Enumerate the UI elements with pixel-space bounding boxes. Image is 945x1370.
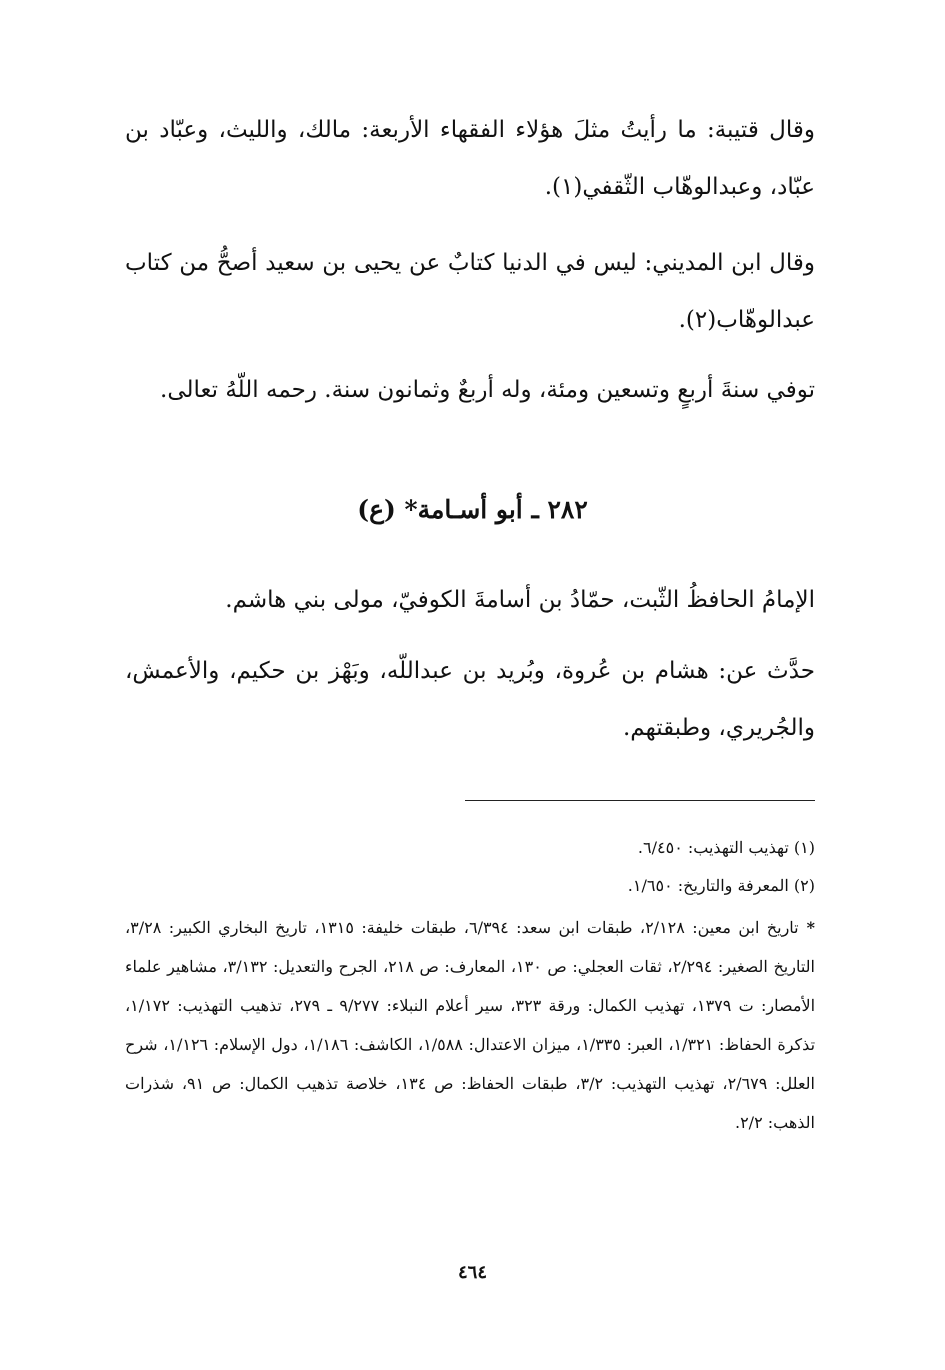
asterisk-marker: * — [806, 918, 816, 937]
sources-footnote — [125, 908, 815, 1142]
footnote-separator — [465, 800, 815, 801]
paragraph-biography-intro: الإمامُ الحافظُ الثّبت، حمّادُ بن أسامةَ الكوفيّ، مولى بني هاشم. — [225, 587, 815, 613]
footnote-1: (١) تهذيب التهذيب: ٦/٤٥٠. — [637, 838, 815, 857]
paragraph-qutayba-quote: وقال قتيبة: ما رأيتُ مثلَ هؤلاء الفقهاء الأربعة: مالك، والليث، وعبّاد بن عبّاد، وعبدالوهّاب الثّقفي(١). — [125, 117, 815, 200]
sources-text: تاريخ ابن معين: ٢/١٢٨، طبقات ابن سعد: ٦/٣٩٤، طبقات خليفة: ١٣١٥، تاريخ البخاري الكبير: ٣/٢٨، التاريخ الصغير: ٢/٢٩٤، ثقات العجلي: ص ١٣٠، المعارف: ص ٢١٨، الجرح والتعديل: ٣/١٣٢، مشاهير علماء الأمصار: ت ١٣٧٩، تهذيب الكمال: ورقة ٣٢٣، سير أعلام النبلاء: ٩/٢٧٧ ـ ٢٧٩، تذهيب التهذيب: ١/١٧٢، تذكرة الحفاظ: ١/٣٢١، العبر: ١/٣٣٥، ميزان الاعتدال: ١/٥٨٨، الكاشف: ١/١٨٦، دول الإسلام: ١/١٢٦، شرح العلل: ٢/٦٧٩، تهذيب التهذيب: ٣/٢، طبقات الحفاظ: ص ١٣٤، خلاصة تذهيب الكمال: ص ٩١، شذرات الذهب: ٢/٢. — [125, 918, 816, 1132]
paragraph-ibn-al-madini-quote: وقال ابن المديني: ليس في الدنيا كتابٌ عن يحيى بن سعيد أصحُّ من كتاب عبدالوهّاب(٢). — [125, 250, 815, 333]
page-number: ٤٦٤ — [457, 1262, 487, 1283]
paragraph-death-date: توفي سنةَ أربعٍ وتسعين ومئة، وله أربعٌ وثمانون سنة. رحمه اللّهُ تعالى. — [160, 377, 815, 403]
entry-heading: ٢٨٢ ـ أبو أسـامة* (ع) — [357, 495, 588, 524]
paragraph-narrated-from: حدَّث عن: هشام بن عُروة، وبُريد بن عبداللّه، وبَهْز بن حكيم، والأعمش، والجُريري، وطبقتهم. — [125, 658, 815, 741]
footnote-2: (٢) المعرفة والتاريخ: ١/٦٥٠. — [627, 876, 815, 895]
